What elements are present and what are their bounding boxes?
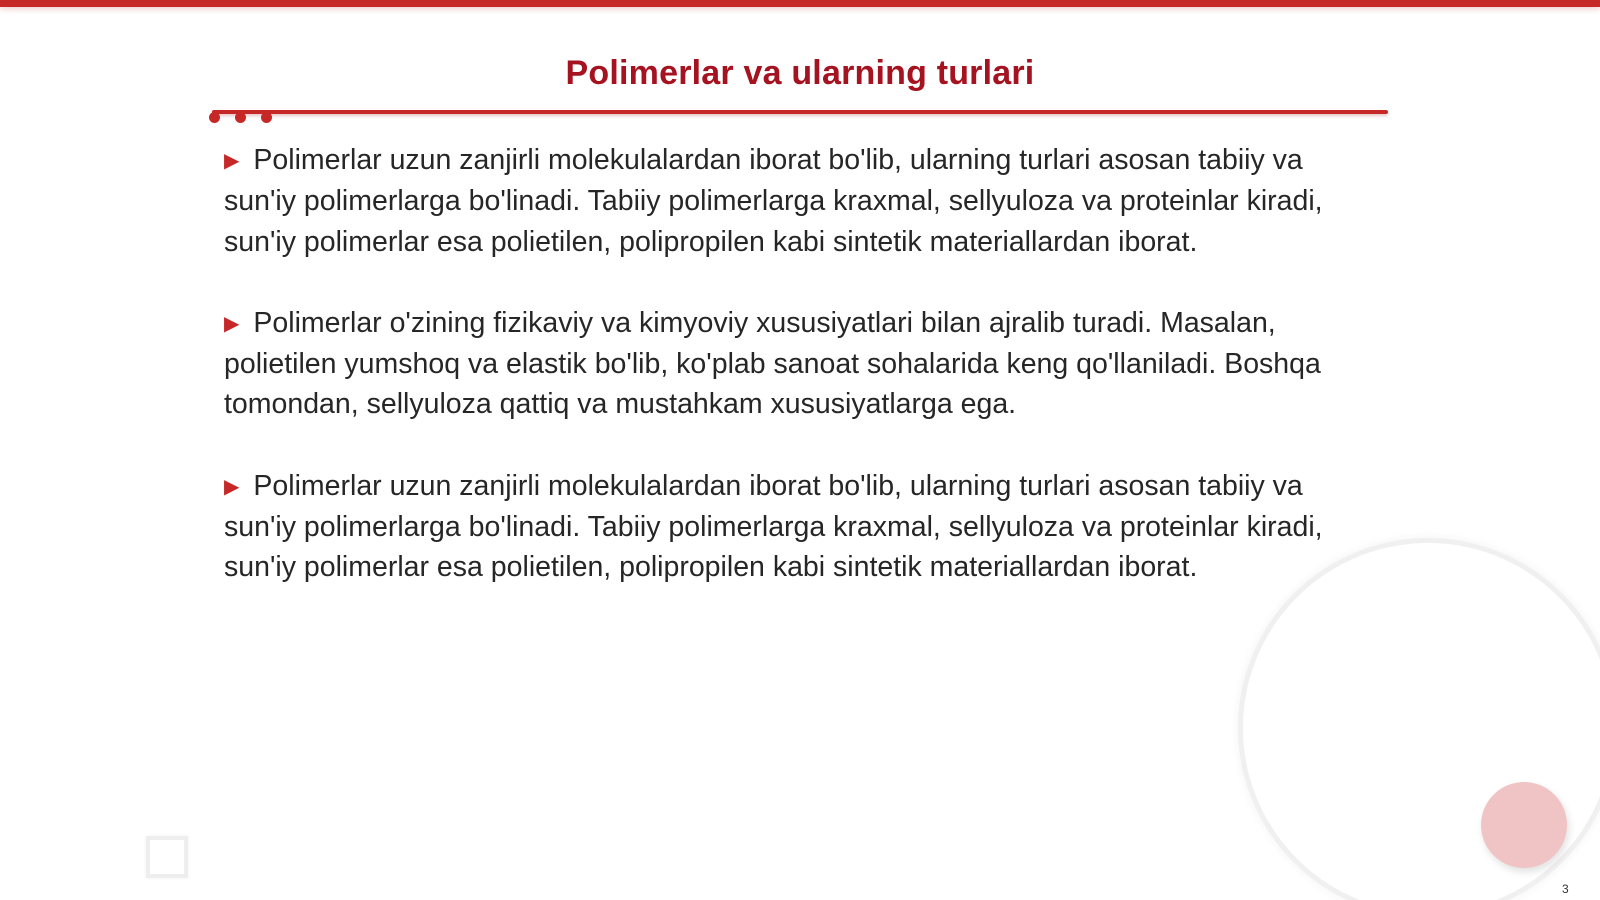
triangle-right-icon: ▶	[224, 150, 240, 172]
paragraph-text: Polimerlar uzun zanjirli molekulalardan iborat bo'lib, ularning turlari asosan tabiiy va sun'iy polimerlarga bo'linadi. Tabiiy polimerlarga kraxmal, sellyuloza va proteinlar kiradi, sun'iy polimerlar esa polietilen, polipropilen kabi sintetik materiallardan iborat.	[224, 469, 1323, 584]
bullet-paragraph	[224, 140, 1366, 262]
bullet-list	[224, 140, 1366, 629]
triangle-right-icon: ▶	[224, 312, 240, 335]
triangle-right-icon: ▶	[224, 475, 240, 498]
decorative-dot	[261, 112, 272, 123]
decorative-pink-circle	[1481, 782, 1567, 868]
bullet-paragraph	[224, 303, 1366, 425]
decorative-dot	[235, 112, 246, 123]
top-accent-bar	[0, 0, 1600, 7]
page-number: 3	[1562, 882, 1569, 896]
paragraph-text: Polimerlar o'zining fizikaviy va kimyoviy xususiyatlari bilan ajralib turadi. Masalan, polietilen yumshoq va elastik bo'lib, ko'plab sanoat sohalarida keng qo'llaniladi. Boshqa tomondan, sellyuloza qattiq va mustahkam xususiyatlarga ega.	[224, 306, 1321, 421]
decorative-square-outline	[146, 836, 188, 878]
paragraph-text: Polimerlar uzun zanjirli molekulalardan iborat bo'lib, ularning turlari asosan tabiiy va sun'iy polimerlarga bo'linadi. Tabiiy polimerlarga kraxmal, sellyuloza va proteinlar kiradi, sun'iy polimerlar esa polietilen, polipropilen kabi sintetik materiallardan iborat.	[224, 144, 1323, 258]
title-underline	[212, 110, 1388, 114]
bullet-paragraph	[224, 466, 1366, 588]
decorative-dot	[209, 112, 220, 123]
slide-title: Polimerlar va ularning turlari	[565, 54, 1035, 92]
